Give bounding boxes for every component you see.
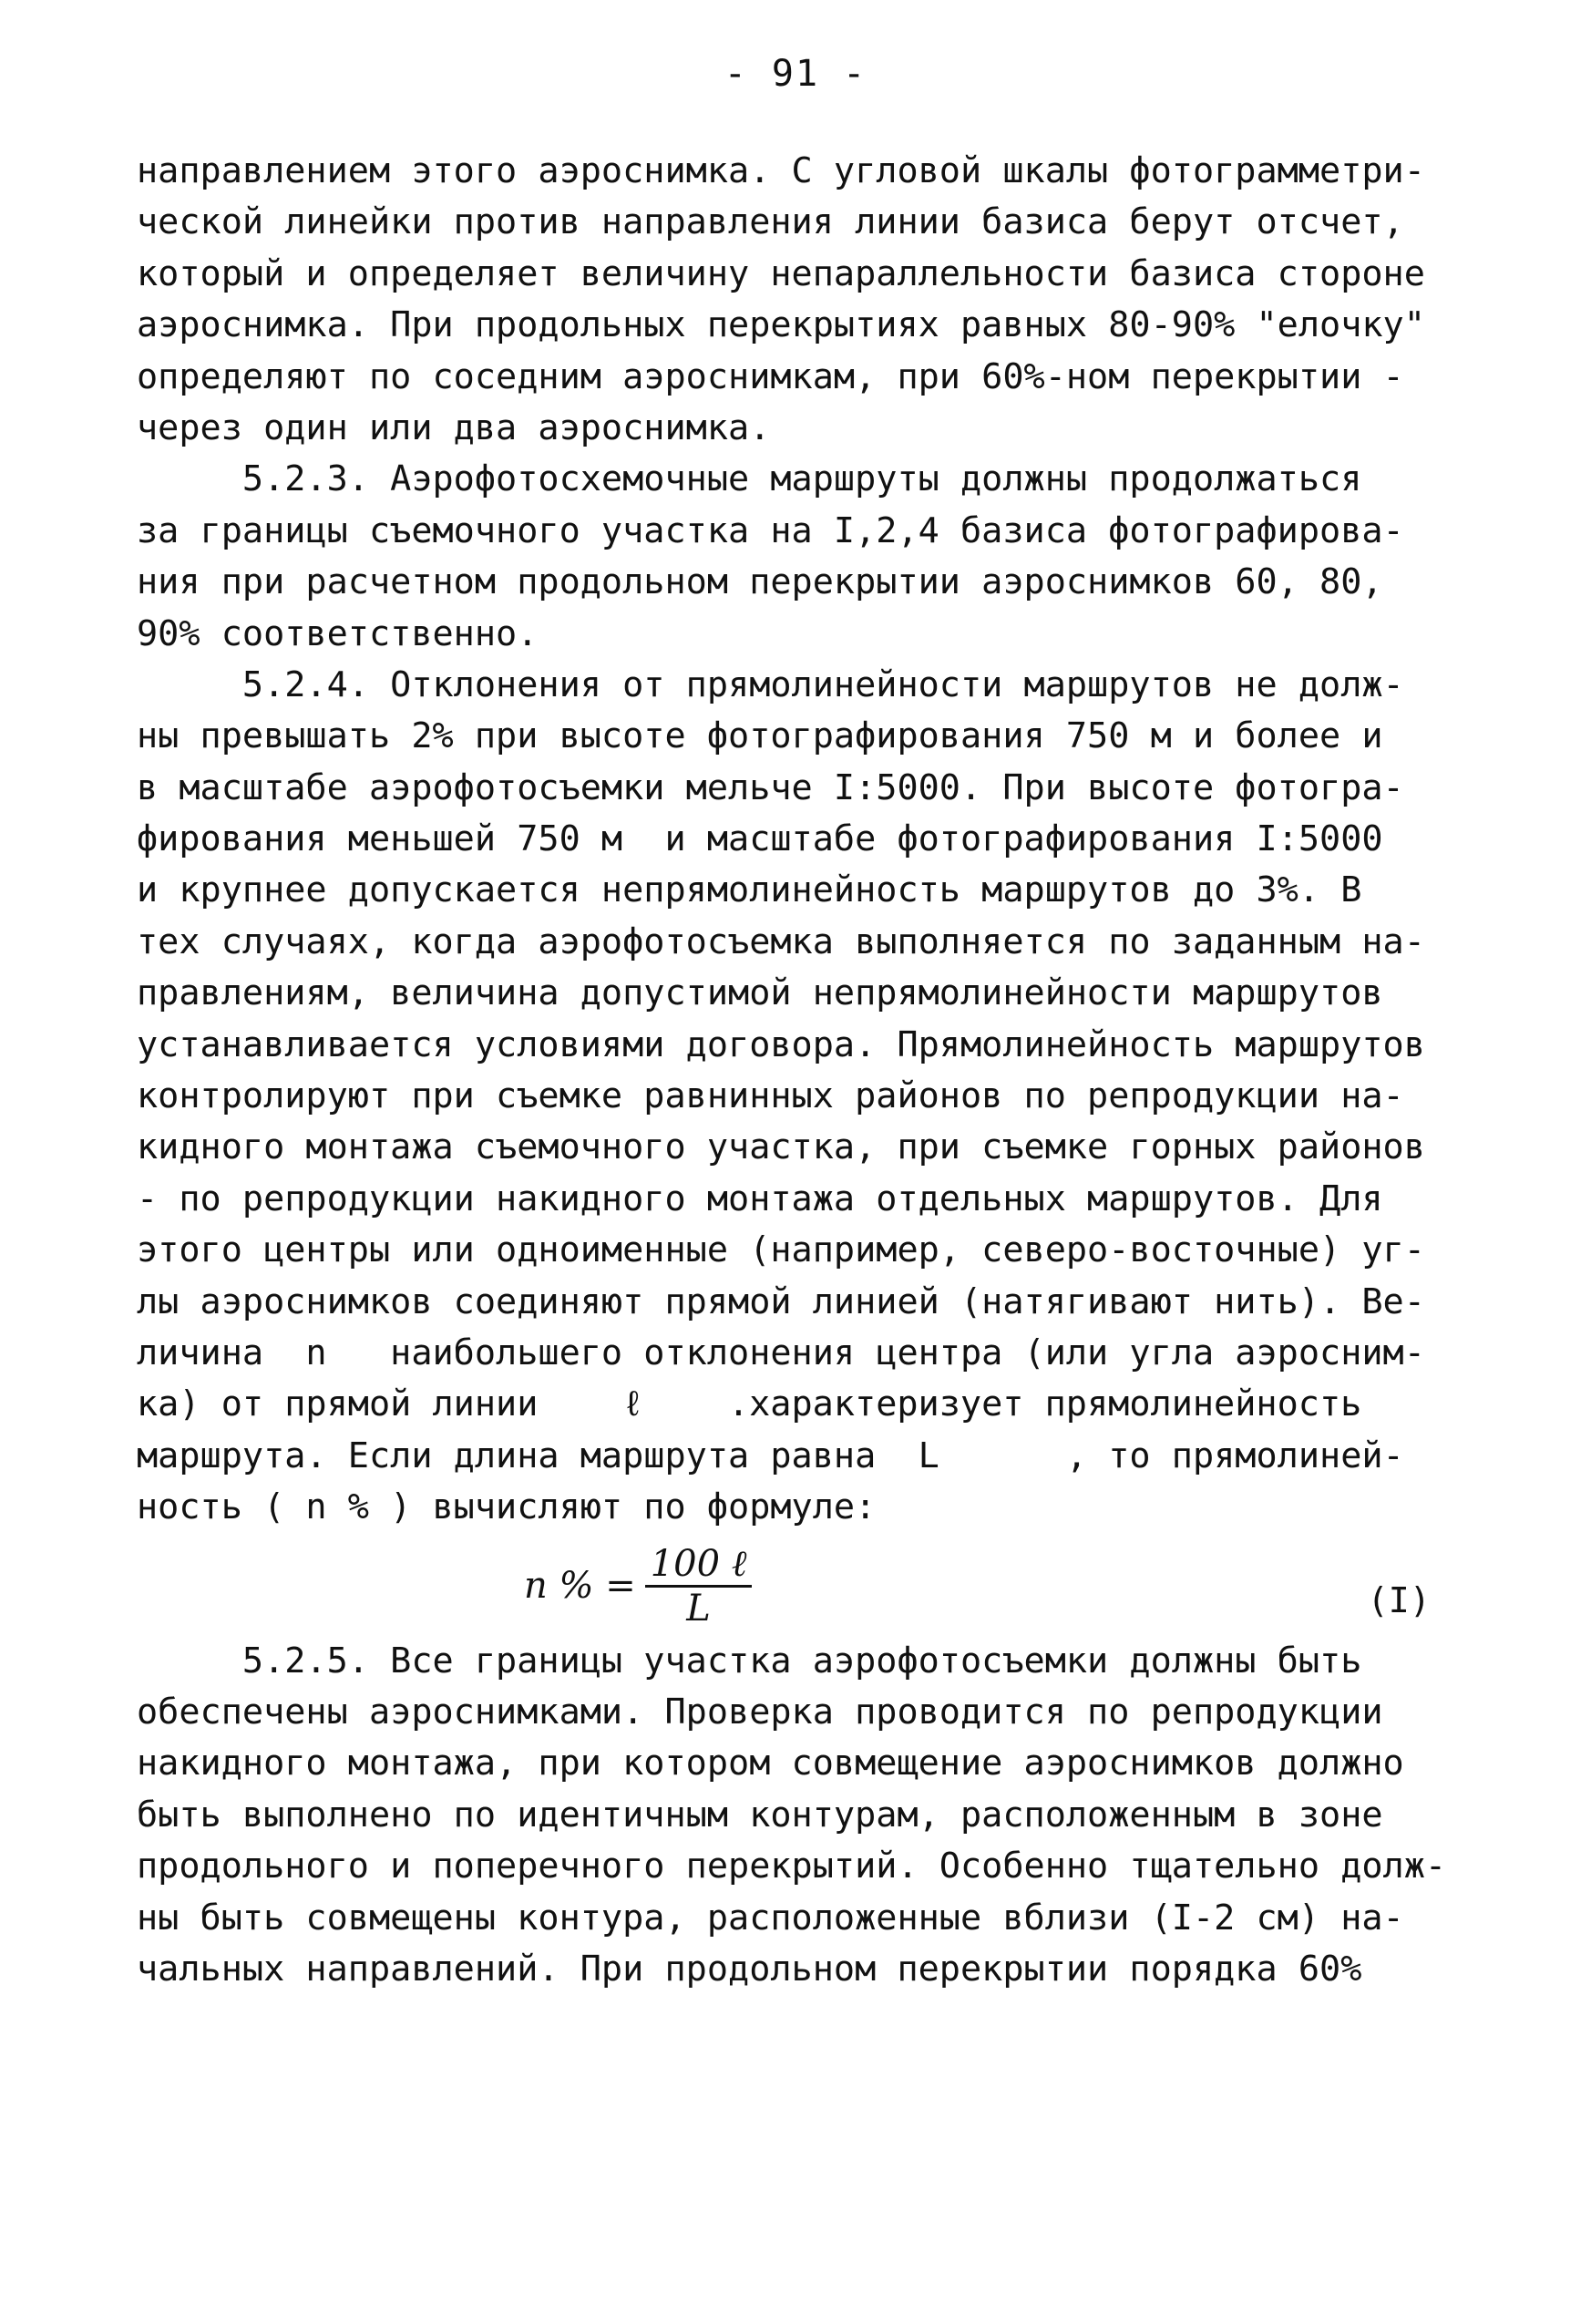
text-line: - по репродукции накидного монтажа отдельных маршрутов. Для bbox=[137, 1177, 1383, 1219]
page-number: - 91 - bbox=[724, 53, 867, 95]
text-line: в масштабе аэрофотосъемки мельче I:5000. При высоте фотогра- bbox=[137, 766, 1404, 808]
text-line: направлением этого аэроснимка. С угловой шкалы фотограмметри- bbox=[137, 150, 1425, 191]
paragraphs-bottom bbox=[137, 1636, 1447, 1996]
text-line: личина n наибольшего отклонения центра (или угла аэросним- bbox=[137, 1332, 1425, 1373]
text-line: ность ( n % ) вычисляют по формуле: bbox=[137, 1486, 877, 1528]
text-line: определяют по соседним аэроснимкам, при 60%-ном перекрытии - bbox=[137, 355, 1404, 397]
text-line: устанавливается условиями договора. Прямолинейность маршрутов bbox=[137, 1023, 1425, 1065]
formula-denominator: L bbox=[686, 1587, 711, 1630]
text-line: лы аэроснимков соединяют прямой линией (натягивают нить). Ве- bbox=[137, 1280, 1425, 1322]
text-line: через один или два аэроснимка. bbox=[137, 406, 771, 448]
paragraphs-top bbox=[137, 146, 1431, 1534]
text-line: этого центры или одноименные (например, северо-восточные) уг- bbox=[137, 1229, 1425, 1271]
text-line: 90% соответственно. bbox=[137, 612, 539, 654]
text-line: ния при расчетном продольном перекрытии аэроснимков 60, 80, bbox=[137, 561, 1383, 603]
text-line: ны превышать 2% при высоте фотографирования 750 м и более и bbox=[137, 715, 1383, 757]
text-line: аэроснимка. При продольных перекрытиях равных 80-90% "елочку" bbox=[137, 304, 1425, 346]
text-line: фирования меньшей 750 м и масштабе фотографирования I:5000 bbox=[137, 818, 1383, 860]
text-line: 5.2.5. Все границы участка аэрофотосъемки должны быть bbox=[137, 1640, 1362, 1681]
formula-numerator: 100 ℓ bbox=[645, 1543, 753, 1588]
text-line: обеспечены аэроснимками. Проверка проводится по репродукции bbox=[137, 1691, 1383, 1733]
text-line: правлениям, величина допустимой непрямолинейности маршрутов bbox=[137, 972, 1383, 1014]
text-line: кидного монтажа съемочного участка, при съемке горных районов bbox=[137, 1126, 1425, 1168]
text-line: чальных направлений. При продольном перекрытии порядка 60% bbox=[137, 1948, 1362, 1990]
text-line: накидного монтажа, при котором совмещение аэроснимков должно bbox=[137, 1743, 1404, 1784]
formula-fraction bbox=[645, 1543, 753, 1630]
formula bbox=[524, 1543, 752, 1630]
formula-row bbox=[137, 1534, 1431, 1636]
text-line: 5.2.3. Аэрофотосхемочные маршруты должны продолжаться bbox=[137, 458, 1362, 500]
text-line: ны быть совмещены контура, расположенные вблизи (I-2 см) на- bbox=[137, 1897, 1404, 1938]
text-line: контролируют при съемке равнинных районов по репродукции на- bbox=[137, 1075, 1404, 1117]
formula-lhs: n % = bbox=[524, 1564, 636, 1607]
text-line: продольного и поперечного перекрытий. Особенно тщательно долж- bbox=[137, 1846, 1447, 1887]
text-line: за границы съемочного участка на I,2,4 базиса фотографирова- bbox=[137, 509, 1404, 551]
text-line: ческой линейки против направления линии базиса берут отсчет, bbox=[137, 201, 1404, 243]
document-body bbox=[137, 146, 1447, 1995]
text-line: маршрута. Если длина маршрута равна L , то прямолиней- bbox=[137, 1435, 1404, 1476]
text-line: тех случаях, когда аэрофотосъемка выполняется по заданным на- bbox=[137, 920, 1425, 962]
text-line: который и определяет величину непараллельности базиса стороне bbox=[137, 252, 1425, 294]
text-line: 5.2.4. Отклонения от прямолинейности маршрутов не долж- bbox=[137, 663, 1404, 705]
text-line: и крупнее допускается непрямолинейность маршрутов до 3%. В bbox=[137, 869, 1362, 911]
text-line: ка) от прямой линии ℓ .характеризует прямолинейность bbox=[137, 1383, 1362, 1425]
text-line: быть выполнено по идентичным контурам, расположенным в зоне bbox=[137, 1794, 1383, 1836]
formula-number: (I) bbox=[1367, 1579, 1431, 1621]
